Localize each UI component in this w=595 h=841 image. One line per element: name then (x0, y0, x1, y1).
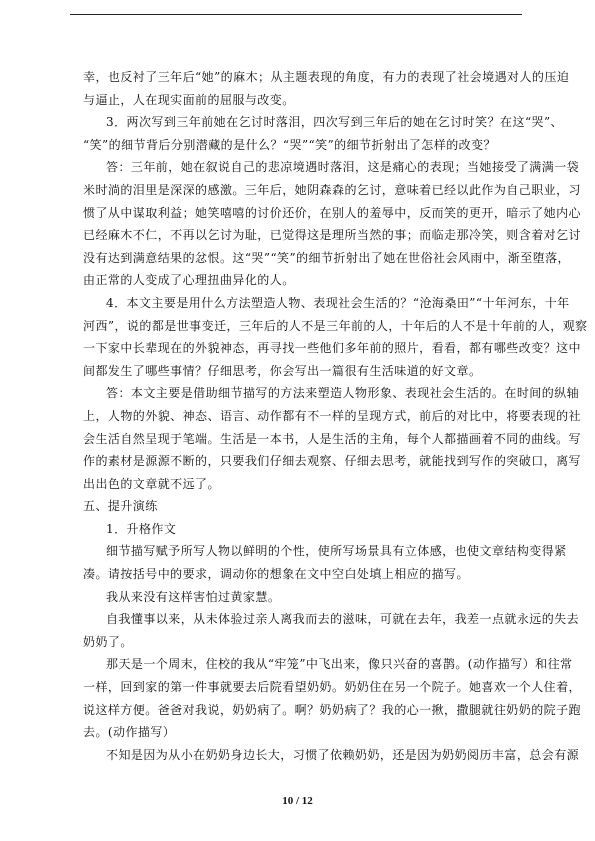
text-line: 答：本文主要是借助细节描写的方法来塑造人物形象、表现社会生活的。在时间的纵轴 (106, 386, 580, 401)
text-line: 细节描写赋予所写人物以鲜明的个性，使所写场景具有立体感，也使文章结构变得紧 (106, 544, 567, 559)
text-line: 由正常的人变成了心理扭曲异化的人。 (83, 273, 295, 288)
text-line: 去。(动作描写） (83, 725, 176, 740)
text-line: 惯了从中谋取利益；她笑嘻嘻的讨价还价，在别人的羞辱中，反而笑的更开，暗示了她内心 (83, 205, 582, 220)
text-line: 3．两次写到三年前她在乞讨时落泪，四次写到三年后的她在乞讨时笑？在这“哭”、 (106, 115, 564, 130)
text-line: 说这样方便。爸爸对我说，奶奶病了。啊？奶奶病了？我的心一揪，撒腿就往奶奶的院子跑 (83, 702, 582, 717)
text-line: 那天是一个周末，住校的我从“牢笼”中飞出来，像只兴奋的喜鹊。(动作描写）和往常 (106, 657, 573, 672)
text-line: 自我懂事以来，从未体验过亲人离我而去的滋味，可就在去年，我差一点就永远的失去 (106, 612, 580, 627)
text-line: 米时淌的泪里是深深的感激。三年后，她阴森森的乞讨，意味着已经以此作为自己职业，习 (83, 182, 582, 197)
text-line: 已经麻木不仁，不再以乞讨为耻，已觉得这是理所当然的事；而临走那冷笑，则含着对乞讨 (83, 228, 582, 243)
text-line: 答：三年前，她在叙说自己的悲凉境遇时落泪，这是痛心的表现；当她接受了满满一袋 (106, 160, 580, 175)
essay-title-line: 我从来没有这样害怕过黄家慧。 (106, 589, 281, 604)
text-line: 间都发生了哪些事情？仔细思考，你会写出一篇很有生活味道的好文章。 (83, 363, 482, 378)
text-line: 与逼止，人在现实面前的屈服与改变。 (83, 92, 295, 107)
text-line: 一下家中长辈现在的外貌神态，再寻找一些他们多年前的照片，看看，都有哪些改变？这中 (83, 341, 582, 356)
text-line: 没有达到满意结果的忿恨。这“哭”“笑”的细节折射出了她在世俗社会风雨中，渐至堕落， (83, 250, 570, 265)
page-number: 10 / 12 (282, 795, 313, 807)
subsection-heading: 1．升格作文 (106, 521, 177, 536)
text-line: 4．本文主要是用什么方法塑造人物、表现社会生活的？“沧海桑田”“十年河东，十年 (106, 295, 570, 310)
text-line: 会生活自然呈现于笔端。生活是一本书，人是生活的主角，每个人都描画着不同的曲线。写 (83, 431, 582, 446)
text-line: 作的素材是源源不断的，只要我们仔细去观察、仔细去思考，就能找到写作的突破口，离写 (83, 454, 582, 469)
section-heading: 五、提升演练 (83, 499, 158, 514)
text-line: “笑”的细节背后分别潜藏的是什么？“哭”“笑”的细节折射出了怎样的改变？ (83, 137, 497, 152)
text-line: 出出色的文章就不远了。 (83, 476, 220, 491)
text-line: 河西”，说的都是世事变迁，三年后的人不是三年前的人，十年后的人不是十年前的人，观察 (83, 318, 588, 333)
text-line: 奶奶了。 (83, 634, 133, 649)
body-text (83, 66, 588, 766)
text-line: 凑。请按括号中的要求，调动你的想象在文中空白处填上相应的描写。 (83, 567, 469, 582)
text-line: 不知是因为从小在奶奶身边长大，习惯了依赖奶奶，还是因为奶奶阅历丰富，总会有源 (106, 747, 580, 762)
header-rule (70, 14, 522, 15)
text-line: 幸，也反衬了三年后“她”的麻木；从主题表现的角度，有力的表现了社会境遇对人的压迫 (83, 70, 570, 84)
text-line: 上，人物的外貌、神态、语言、动作都有不一样的呈现方式，前后的对比中，将要表现的社 (83, 408, 582, 423)
text-line: 一样，回到家的第一件事就要去后院看望奶奶。奶奶住在另一个院子。她喜欢一个人住着， (83, 680, 582, 695)
